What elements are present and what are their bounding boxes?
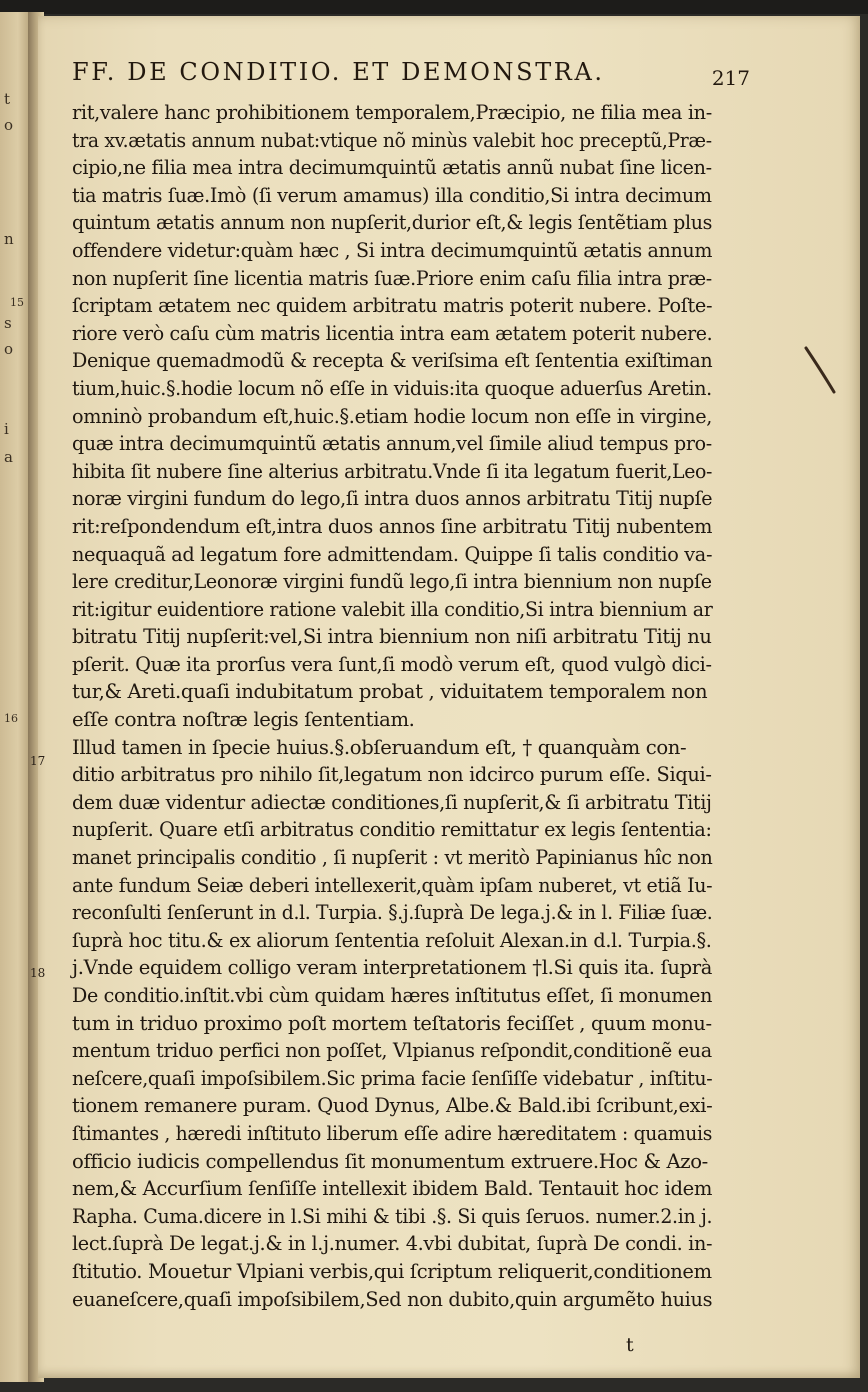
text-line: cipio,ne filia mea intra decimumquintũ ætatis annũ nubat ſine licen- — [72, 156, 712, 180]
prev-page-fragment: n — [4, 230, 14, 248]
text-line: ſcriptam ætatem nec quidem arbitratu matris poterit nubere. Poſte- — [72, 294, 713, 318]
page-number: 217 — [711, 66, 750, 90]
text-line: officio iudicis compellendus ſit monumentum extruere.Hoc & Azo- — [72, 1149, 708, 1173]
text-line: Denique quemadmodũ & recepta & veriſsima eſt ſententia exiſtiman — [72, 349, 713, 373]
text-line: nequaquã ad legatum fore admittendam. Quippe ſi talis conditio va- — [72, 542, 713, 566]
bookmark-thread-icon — [804, 346, 838, 398]
text-line: riore verò caſu cùm matris licentia intra eam ætatem poterit nubere. — [72, 321, 713, 345]
text-line: tionem remanere puram. Quod Dynus, Albe.& Bald.ibi ſcribunt,exi- — [72, 1094, 713, 1118]
prev-page-fragment: 16 — [4, 712, 18, 725]
text-block — [72, 99, 712, 1313]
text-line: hibita ſit nubere ſine alterius arbitratu.Vnde ſi ita legatum fuerit,Leo- — [72, 459, 713, 483]
text-line: ſtitutio. Mouetur Vlpiani verbis,qui ſcriptum reliquerit,conditionem — [72, 1259, 712, 1283]
text-line: pſerit. Quæ ita prorſus vera ſunt,ſi modò verum eſt, quod vulgò dici- — [72, 652, 712, 676]
margin-number: 18 — [30, 966, 46, 980]
text-line: tur,& Areti.quaſi indubitatum probat , viduitatem temporalem non — [72, 680, 708, 704]
text-line: offendere videtur:quàm hæc , Si intra decimumquintũ ætatis annum — [72, 238, 713, 262]
text-line: lect.ſuprà De legat.j.& in l.j.numer. 4.vbi dubitat, ſuprà De condi. in- — [72, 1232, 713, 1256]
text-line: noræ virgini fundum do lego,ſi intra duos annos arbitratu Titij nupſe — [72, 487, 713, 511]
text-line: ditio arbitratus pro nihilo ſit,legatum non idcirco purum eſſe. Siqui- — [72, 763, 712, 787]
running-title: FF. DE CONDITIO. ET DEMONSTRA. — [72, 58, 605, 86]
text-line: neſcere,quaſi impoſsibilem.Sic prima facie ſenſiſſe videbatur , inſtitu- — [72, 1066, 713, 1090]
text-line: mentum triduo perfici non poſſet, Vlpianus reſpondit,conditionẽ eua — [72, 1039, 712, 1063]
text-line: rit:igitur euidentiore ratione valebit illa conditio,Si intra biennium ar — [72, 597, 713, 621]
prev-page-fragment: o — [4, 116, 14, 134]
text-line: nupſerit. Quare etſi arbitratus conditio remittatur ex legis ſententia: — [72, 818, 712, 842]
text-line: quintum ætatis annum non nupſerit,durior eſt,& legis ſentẽtiam plus — [72, 211, 713, 235]
text-line: eſſe contra noſtræ legis ſententiam. — [72, 708, 415, 732]
previous-page-edge — [0, 12, 30, 1382]
text-line: ante fundum Seiæ deberi intellexerit,quàm ipſam nuberet, vt etiã Iu- — [72, 873, 713, 897]
prev-page-fragment: i — [4, 420, 9, 438]
prev-page-fragment: 15 — [10, 296, 24, 309]
text-line: Rapha. Cuma.dicere in l.Si mihi & tibi .§. Si quis ſeruos. numer.2.in j. — [72, 1204, 713, 1228]
text-line: reconſulti ſenſerunt in d.l. Turpia. §.j.ſuprà De lega.j.& in l. Filiæ ſuæ. — [72, 901, 713, 925]
prev-page-fragment: t — [4, 90, 11, 108]
text-line: tra xv.ætatis annum nubat:vtique nõ minùs valebit hoc preceptũ,Præ- — [72, 128, 712, 152]
text-line: quæ intra decimumquintũ ætatis annum,vel ſimile aliud tempus pro- — [72, 432, 712, 456]
text-line: manet principalis conditio , ſi nupſerit : vt meritò Papinianus hîc non — [72, 846, 713, 870]
scan-border — [0, 0, 868, 14]
text-line: non nupſerit ſine licentia matris ſuæ.Priore enim caſu filia intra præ- — [72, 266, 712, 290]
text-line: ſuprà hoc titu.& ex aliorum ſententia reſoluit Alexan.in d.l. Turpia.§. — [72, 928, 712, 952]
text-line: rit,valere hanc prohibitionem temporalem,Præcipio, ne filia mea in- — [72, 101, 712, 124]
prev-page-fragment: o — [4, 340, 14, 358]
text-line: j.Vnde equidem colligo veram interpretationem †l.Si quis ita. ſuprà — [72, 956, 713, 980]
text-line: De conditio.inſtit.vbi cùm quidam hæres inſtitutus eſſet, ſi monumen — [72, 984, 713, 1007]
margin-number: 17 — [30, 754, 46, 768]
text-line: tum in triduo proximo poſt mortem teſtatoris feciſſet , quum monu- — [72, 1011, 712, 1035]
catchword: t — [626, 1334, 634, 1356]
text-line: lere creditur,Leonoræ virgini fundũ lego,ſi intra biennium non nupſe — [72, 570, 712, 594]
text-line: rit:reſpondendum eſt,intra duos annos ſine arbitratu Titij nubentem — [72, 514, 713, 538]
text-line: tia matris ſuæ.Imò (ſi verum amamus) illa conditio,Si intra decimum — [72, 183, 712, 207]
text-line: omninò probandum eſt,huic.§.etiam hodie locum non eſſe in virgine, — [72, 404, 713, 428]
text-line: Illud tamen in ſpecie huius.§.obſeruandum eſt, † quanquàm con- — [72, 735, 687, 759]
page-header — [72, 54, 750, 92]
text-line: euaneſcere,quaſi impoſsibilem,Sed non dubito,quin argumẽto huius — [72, 1287, 713, 1311]
text-line: dem duæ videntur adiectæ conditiones,ſi nupſerit,& ſi arbitratu Titij — [72, 790, 712, 814]
text-line: bitratu Titij nupſerit:vel,Si intra biennium non niſi arbitratu Titij nu — [72, 625, 712, 649]
text-line: tium,huic.§.hodie locum nõ eſſe in viduis:ita quoque aduerſus Aretin. — [72, 376, 712, 400]
text-line: nem,& Accurſium ſenſiſſe intellexit ibidem Bald. Tentauit hoc idem — [72, 1177, 713, 1201]
prev-page-fragment: s — [4, 314, 12, 332]
text-line: ſtimantes , hæredi inſtituto liberum eſſe adire hæreditatem : quamuis — [72, 1121, 712, 1145]
prev-page-fragment: a — [4, 448, 13, 466]
